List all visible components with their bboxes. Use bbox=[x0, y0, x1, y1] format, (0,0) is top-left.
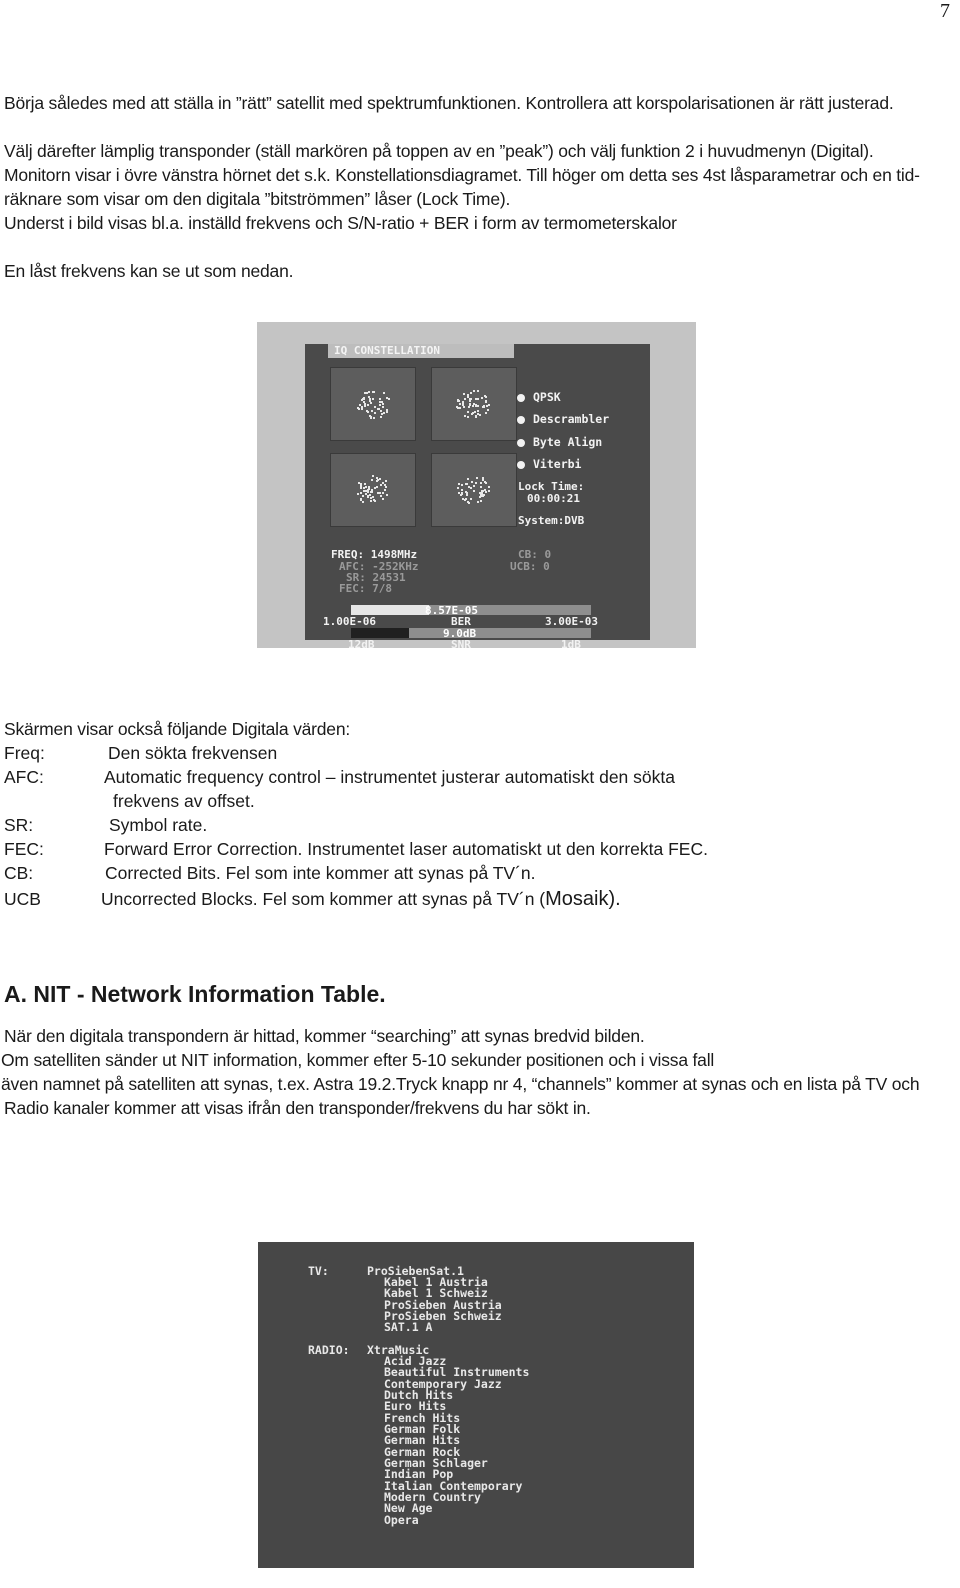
constellation-point bbox=[382, 492, 384, 494]
channel-item: Opera bbox=[384, 1512, 419, 1527]
definition-desc: Den sökta frekvensen bbox=[108, 743, 278, 763]
lock-descrambler: Descrambler bbox=[517, 412, 609, 426]
channel-item: Modern Country bbox=[384, 1490, 481, 1505]
constellation-point bbox=[467, 478, 469, 480]
constellation-point bbox=[372, 398, 374, 400]
values-intro: Skärmen visar också följande Digitala värden: bbox=[4, 719, 351, 739]
page-number: 7 bbox=[940, 0, 950, 22]
channel-item: German Schlager bbox=[384, 1456, 488, 1471]
constellation-point bbox=[374, 412, 376, 414]
channel-item: Italian Contemporary bbox=[384, 1478, 523, 1493]
constellation-point bbox=[371, 410, 373, 412]
channel-item: Kabel 1 Austria bbox=[384, 1275, 488, 1289]
system-label: System:DVB bbox=[518, 514, 585, 527]
radio-channel-list bbox=[384, 1356, 529, 1526]
definition-desc: Automatic frequency control – instrumentet justerar automatiskt den sökta bbox=[104, 767, 675, 787]
constellation-point bbox=[369, 494, 371, 496]
tv-channel-list bbox=[384, 1277, 502, 1334]
quadrant-top-left bbox=[330, 367, 416, 441]
channel-item: German Folk bbox=[384, 1422, 461, 1437]
lock-time-label: Lock Time: bbox=[518, 480, 585, 493]
constellation-point bbox=[466, 494, 468, 496]
paragraph-2: Välj därefter lämplig transponder (ställ markören på toppen av en ”peak”) och välj funktion 2 i huvudmenyn (Digital). bbox=[4, 141, 874, 161]
constellation-point bbox=[372, 496, 374, 498]
ber-min: 1.00E-06 bbox=[323, 615, 376, 628]
constellation-point bbox=[360, 492, 362, 494]
radio-label: RADIO: bbox=[308, 1343, 350, 1357]
constellation-point bbox=[380, 495, 382, 497]
constellation-point bbox=[377, 492, 379, 494]
snr-label: SNR bbox=[451, 638, 471, 651]
constellation-point bbox=[463, 393, 465, 395]
constellation-point bbox=[467, 416, 469, 418]
constellation-point bbox=[364, 404, 366, 406]
constellation-point bbox=[376, 486, 378, 488]
constellation-point bbox=[485, 482, 487, 484]
constellation-point bbox=[471, 481, 473, 483]
constellation-point bbox=[362, 501, 364, 503]
quadrant-bottom-left bbox=[330, 453, 416, 527]
constellation-point bbox=[473, 485, 475, 487]
snr-bar-fill bbox=[351, 628, 409, 638]
constellation-point bbox=[479, 492, 481, 494]
definition-desc: frekvens av offset. bbox=[113, 791, 255, 811]
constellation-point bbox=[487, 409, 489, 411]
constellation-point bbox=[357, 407, 359, 409]
channel-item: German Rock bbox=[384, 1444, 461, 1459]
definition-cb bbox=[4, 861, 904, 885]
constellation-point bbox=[372, 391, 374, 393]
constellation-title: IQ CONSTELLATION bbox=[328, 344, 514, 358]
snr-left: 12dB bbox=[348, 638, 375, 651]
constellation-point bbox=[457, 487, 459, 489]
constellation-point bbox=[382, 406, 384, 408]
sr-readout: SR: 24531 bbox=[346, 571, 406, 584]
constellation-point bbox=[488, 486, 490, 488]
constellation-point bbox=[480, 500, 482, 502]
constellation-point bbox=[368, 391, 370, 393]
definition-freq bbox=[4, 741, 904, 765]
nit-line-2: Om satelliten sänder ut NIT information, kommer efter 5-10 sekunder positionen och i vissa fall bbox=[1, 1050, 715, 1070]
paragraph-1: Börja således med att ställa in ”rätt” satellit med spektrumfunktionen. Kontrollera att korspolarisationen är rätt justerad. bbox=[4, 93, 894, 113]
paragraph-6: En låst frekvens kan se ut som nedan. bbox=[4, 261, 294, 281]
constellation-point bbox=[373, 499, 375, 501]
constellation-point bbox=[476, 477, 478, 479]
constellation-screenshot bbox=[257, 322, 696, 651]
channel-item: Indian Pop bbox=[384, 1467, 454, 1482]
constellation-point bbox=[367, 496, 369, 498]
constellation-point bbox=[464, 398, 466, 400]
constellation-point bbox=[382, 498, 384, 500]
constellation-point bbox=[488, 404, 490, 406]
constellation-point bbox=[480, 486, 482, 488]
constellation-point bbox=[370, 500, 372, 502]
constellation-point bbox=[385, 486, 387, 488]
constellation-point bbox=[459, 407, 461, 409]
definition-desc: Corrected Bits. Fel som inte kommer att synas på TV´n. bbox=[105, 863, 536, 883]
channel-item: ProSieben Austria bbox=[384, 1297, 502, 1312]
constellation-point bbox=[377, 408, 379, 410]
constellation-point bbox=[475, 415, 477, 417]
constellation-point bbox=[380, 484, 382, 486]
constellation-point bbox=[371, 479, 373, 481]
ber-max: 3.00E-03 bbox=[545, 615, 598, 628]
constellation-point bbox=[464, 415, 466, 417]
definition-fec bbox=[4, 837, 904, 861]
constellation-point bbox=[460, 494, 462, 496]
constellation-point bbox=[476, 398, 478, 400]
constellation-point bbox=[367, 489, 369, 491]
channel-list-screenshot bbox=[258, 1242, 694, 1568]
constellation-display bbox=[305, 344, 650, 651]
constellation-point bbox=[383, 412, 385, 414]
lock-led-icon bbox=[517, 439, 525, 447]
constellation-point bbox=[364, 483, 366, 485]
definition-desc: Symbol rate. bbox=[109, 815, 208, 835]
constellation-point bbox=[485, 400, 487, 402]
constellation-point bbox=[379, 404, 381, 406]
channel-item: Euro Hits bbox=[384, 1399, 447, 1414]
channel-item: ProSieben Schweiz bbox=[384, 1309, 502, 1324]
afc-readout: AFC: -252KHz bbox=[339, 560, 419, 573]
constellation-point bbox=[469, 404, 471, 406]
constellation-point bbox=[483, 405, 485, 407]
definition-afc bbox=[4, 765, 904, 789]
constellation-point bbox=[470, 398, 472, 400]
definition-term: AFC: bbox=[4, 767, 44, 787]
constellation-point bbox=[468, 486, 470, 488]
constellation-point bbox=[386, 494, 388, 496]
channel-item: German Hits bbox=[384, 1433, 461, 1448]
definition-term: FEC: bbox=[4, 839, 44, 859]
constellation-point bbox=[486, 405, 488, 407]
ber-bar-fill bbox=[351, 605, 429, 615]
constellation-point bbox=[357, 493, 359, 495]
constellation-point bbox=[462, 403, 464, 405]
section-heading: A. NIT - Network Information Table. bbox=[4, 981, 386, 1007]
constellation-point bbox=[364, 392, 366, 394]
definition-term: Freq: bbox=[4, 743, 45, 763]
constellation-point bbox=[485, 491, 487, 493]
constellation-point bbox=[360, 487, 362, 489]
tv-group: ProSiebenSat.1 bbox=[367, 1264, 464, 1278]
channel-item: French Hits bbox=[384, 1410, 461, 1425]
tv-label: TV: bbox=[308, 1264, 329, 1278]
constellation-point bbox=[374, 487, 376, 489]
constellation-point bbox=[475, 482, 477, 484]
constellation-point bbox=[458, 483, 460, 485]
constellation-point bbox=[368, 396, 370, 398]
lock-led-icon bbox=[517, 394, 525, 402]
constellation-point bbox=[370, 417, 372, 419]
constellation-point bbox=[470, 498, 472, 500]
constellation-point bbox=[370, 402, 372, 404]
constellation-point bbox=[479, 414, 481, 416]
lock-led-icon bbox=[517, 416, 525, 424]
constellation-point bbox=[470, 392, 472, 394]
fec-readout: FEC: 7/8 bbox=[339, 582, 392, 595]
constellation-point bbox=[484, 395, 486, 397]
nit-line-1: När den digitala transpondern är hittad, kommer “searching” att synas bredvid bilden. bbox=[4, 1026, 645, 1046]
constellation-point bbox=[367, 404, 369, 406]
constellation-point bbox=[457, 399, 459, 401]
definition-sr bbox=[4, 813, 904, 837]
channel-item: Contemporary Jazz bbox=[384, 1376, 502, 1391]
radio-group: XtraMusic bbox=[367, 1343, 430, 1357]
definition-desc: Uncorrected Blocks. Fel som kommer att synas på TV´n (Mosaik). bbox=[101, 888, 621, 910]
snr-value: 9.0dB bbox=[443, 627, 477, 640]
lock-qpsk: QPSK bbox=[517, 390, 561, 404]
lock-byte-align: Byte Align bbox=[517, 435, 602, 449]
constellation-point bbox=[384, 489, 386, 491]
constellation-point bbox=[465, 483, 467, 485]
constellation-point bbox=[362, 495, 364, 497]
constellation-point bbox=[483, 494, 485, 496]
constellation-point bbox=[480, 482, 482, 484]
channel-item: SAT.1 A bbox=[384, 1320, 433, 1335]
constellation-point bbox=[383, 392, 385, 394]
constellation-point bbox=[461, 484, 463, 486]
constellation-point bbox=[467, 411, 469, 413]
constellation-point bbox=[384, 484, 386, 486]
definition-afc-continued bbox=[4, 789, 904, 813]
constellation-point bbox=[470, 487, 472, 489]
paragraph-4: räknare som visar om den digitala ”bitströmmen” låser (Lock Time). bbox=[4, 189, 511, 209]
constellation-point bbox=[373, 417, 375, 419]
constellation-point bbox=[477, 501, 479, 503]
constellation-point bbox=[477, 390, 479, 392]
constellation-point bbox=[363, 490, 365, 492]
channel-item: New Age bbox=[384, 1501, 433, 1516]
lock-led-icon bbox=[517, 461, 525, 469]
constellation-point bbox=[459, 403, 461, 405]
constellation-point bbox=[477, 405, 479, 407]
constellation-point bbox=[382, 403, 384, 405]
constellation-point bbox=[467, 501, 469, 503]
constellation-point bbox=[469, 400, 471, 402]
constellation-point bbox=[372, 475, 374, 477]
constellation-point bbox=[485, 412, 487, 414]
constellation-point bbox=[379, 398, 381, 400]
ucb-readout: UCB: 0 bbox=[510, 560, 550, 573]
lock-time-value: 00:00:21 bbox=[527, 492, 580, 505]
constellation-point bbox=[482, 479, 484, 481]
constellation-point bbox=[371, 489, 373, 491]
constellation-point bbox=[488, 490, 490, 492]
definition-ucb bbox=[4, 887, 904, 913]
constellation-point bbox=[363, 401, 365, 403]
freq-readout: FREQ: 1498MHz bbox=[331, 548, 418, 561]
nit-line-4: Radio kanaler kommer att visas ifrån den transponder/frekvens du har sökt in. bbox=[4, 1098, 591, 1118]
constellation-point bbox=[472, 412, 474, 414]
definition-term: SR: bbox=[4, 815, 34, 835]
constellation-point bbox=[481, 397, 483, 399]
lock-viterbi: Viterbi bbox=[517, 457, 581, 471]
constellation-point bbox=[473, 390, 475, 392]
ber-label: BER bbox=[451, 615, 471, 628]
cb-readout: CB: 0 bbox=[518, 548, 552, 561]
constellation-point bbox=[374, 406, 376, 408]
channel-item: Beautiful Instruments bbox=[384, 1365, 530, 1380]
channel-item: Kabel 1 Schweiz bbox=[384, 1286, 488, 1301]
constellation-point bbox=[362, 398, 364, 400]
definition-term: CB: bbox=[4, 863, 34, 883]
constellation-point bbox=[472, 405, 474, 407]
definition-term: UCB bbox=[4, 889, 41, 909]
channel-item: Acid Jazz bbox=[384, 1354, 447, 1368]
constellation-point bbox=[380, 416, 382, 418]
constellation-point bbox=[386, 411, 388, 413]
constellation-point bbox=[462, 498, 464, 500]
constellation-point bbox=[463, 406, 465, 408]
nit-line-3: även namnet på satelliten att synas, t.ex. Astra 19.2.Tryck knapp nr 4, “channels” kommer at synas och en lista på TV och bbox=[1, 1074, 920, 1094]
snr-right: 1dB bbox=[561, 638, 581, 651]
constellation-point bbox=[386, 397, 388, 399]
paragraph-3: Monitorn visar i övre vänstra hörnet det s.k. Konstellationsdiagramet. Till höger om detta ses 4st låsparametrar och en tid- bbox=[4, 165, 920, 185]
channel-item: Dutch Hits bbox=[384, 1388, 454, 1403]
constellation-point bbox=[361, 406, 363, 408]
constellation-point bbox=[385, 480, 387, 482]
constellation-point bbox=[365, 486, 367, 488]
constellation-point bbox=[368, 486, 370, 488]
definition-desc: Forward Error Correction. Instrumentet laser automatiskt ut den korrekta FEC. bbox=[104, 839, 708, 859]
ber-value: 8.57E-05 bbox=[425, 604, 478, 617]
constellation-point bbox=[465, 498, 467, 500]
constellation-point bbox=[367, 411, 369, 413]
constellation-point bbox=[377, 479, 379, 481]
paragraph-5: Underst i bild visas bl.a. inställd frekvens och S/N-ratio + BER i form av termometerskalor bbox=[4, 213, 677, 233]
constellation-point bbox=[456, 406, 458, 408]
constellation-point bbox=[360, 483, 362, 485]
constellation-point bbox=[473, 490, 475, 492]
